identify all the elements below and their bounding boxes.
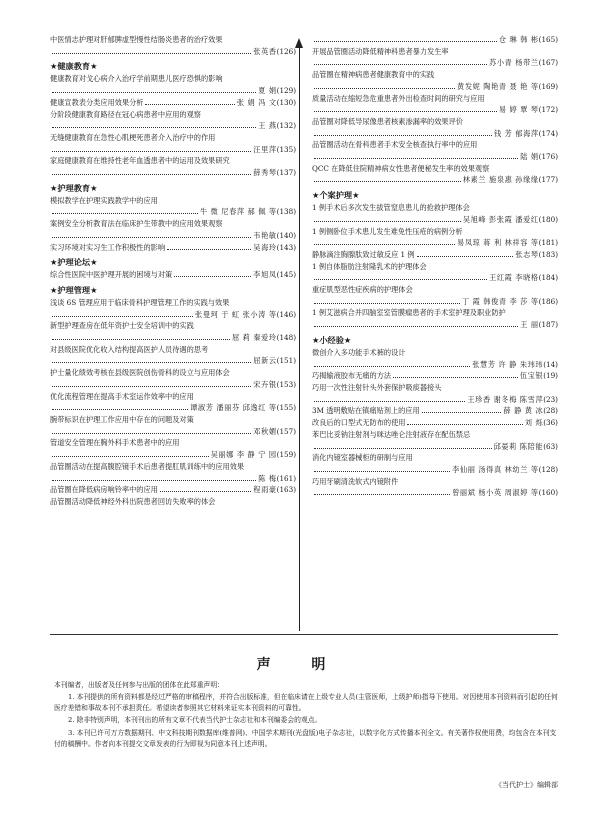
entry-authors: 张慧芳 许 静 朱玮玮: [472, 359, 544, 369]
dot-leader: [52, 409, 188, 410]
dot-leader: [314, 366, 470, 367]
entry-title: 质量活动在缩短急危重患者外出检查时间的研究与应用: [312, 93, 485, 103]
toc-entry-line: [50, 242, 296, 254]
dot-leader: [314, 494, 450, 495]
dot-leader: [52, 386, 251, 387]
entry-title: 实习环境对实习生工作积极性的影响: [50, 242, 166, 252]
entry-authors: 张英香: [253, 46, 277, 56]
toc-entry-line: [50, 206, 296, 218]
dot-leader: [52, 92, 256, 93]
entry-page: (183): [538, 249, 558, 259]
toc-entry: [50, 155, 296, 178]
entry-title: 1 例侧卧位手术患儿发生难免性压疮的病例分析: [312, 226, 463, 236]
toc-entry: [50, 218, 296, 241]
entry-authors: 黄发妮 陶艳青 聂 艳 等: [457, 81, 539, 91]
entry-page: (145): [276, 270, 296, 280]
entry-authors: 林素兰 施泉惠 孙缘缘: [462, 175, 539, 185]
toc-entry-line: [50, 85, 296, 97]
dot-leader: [314, 221, 461, 222]
toc-entry: [50, 437, 296, 460]
entry-page: (176): [538, 152, 558, 162]
dot-leader: [160, 491, 251, 492]
dot-leader: [314, 279, 487, 280]
entry-title: 品管圈活动在提高腹腔镜手术后患者提肛肌训练中的应用效果: [50, 461, 245, 471]
entry-authors: 李旭凤: [253, 270, 277, 280]
entry-authors: 吴海玲: [253, 242, 277, 252]
toc-entry-line: [50, 230, 296, 242]
declaration-item-3: 3. 本刊已许可万方数据期刊、中文科技期刊数据库(维普网)、中国学术期刊(光盘版)电子杂志社，以数字化方式传播本刊全文。有关著作权使用费，均包含在本刊支付的稿酬中。作者向本刊提交文章发表的行为即视为同意本刊上述声明。: [54, 729, 557, 748]
entry-title: 开展品管圈活动降低精神科患者暴力发生率: [312, 46, 449, 56]
dot-leader: [145, 104, 234, 105]
entry-page: (157): [276, 426, 296, 436]
dot-leader: [52, 174, 251, 175]
entry-title: 新型护理查房在低年资护士安全培训中的实践: [50, 321, 194, 331]
dot-leader: [314, 326, 518, 327]
entry-page: (177): [538, 175, 558, 185]
entry-authors: 屈新云: [253, 356, 277, 366]
entry-page: (36): [543, 418, 558, 428]
section-rule: [50, 634, 558, 635]
dot-leader: [393, 377, 518, 378]
entry-page: (167): [538, 58, 558, 68]
dot-leader: [52, 456, 209, 457]
toc-entry: [50, 414, 296, 437]
dot-leader: [52, 213, 198, 214]
toc-entry-line: [50, 332, 296, 344]
entry-title: 改良后的口型式无防布的使用: [312, 418, 406, 428]
entry-authors: 伍宝银: [519, 371, 544, 381]
entry-title: 综合性医院中医护理开展的困境与对策: [50, 270, 173, 280]
toc-entry-line: [312, 81, 558, 93]
toc-entry-line: [50, 379, 296, 391]
entry-page: (138): [276, 207, 296, 217]
dot-leader: [52, 316, 193, 317]
entry-title: 3M 透明敷贴在镇痛贴剂上的应用: [312, 406, 420, 416]
toc-entry: [50, 242, 296, 254]
entry-page: (151): [276, 356, 296, 366]
entry-title: 中医情志护理对肝郁脾虚型慢性结肠炎患者的治疗效果: [50, 35, 223, 44]
entry-authors: 韦艳敏: [253, 230, 277, 240]
entry-page: (137): [276, 168, 296, 178]
entry-authors: 刘 烁: [524, 418, 544, 428]
entry-page: (184): [538, 273, 558, 283]
entry-page: (174): [538, 128, 558, 138]
entry-authors: 牛 微 尼春萍 郝 佩 等: [199, 207, 277, 217]
dot-leader: [314, 181, 461, 182]
toc-entry: [312, 249, 558, 261]
entry-title: 品管圈在精神病患者健康教育中的实践: [312, 70, 435, 80]
entry-authors: 薛秀琴: [253, 168, 277, 178]
toc-entry: [312, 382, 558, 405]
toc-entry-line: [50, 449, 296, 461]
toc-entry: [312, 226, 558, 249]
toc-entry: [50, 97, 296, 109]
dot-leader: [52, 151, 251, 152]
entry-authors: 张志琴: [515, 249, 539, 259]
toc-entry: [312, 405, 558, 417]
entry-authors: 屈 莉 秦爱玲: [231, 333, 277, 343]
toc-entry-line: [50, 269, 296, 281]
toc-entry: [312, 347, 558, 370]
toc-entry: [312, 429, 558, 452]
entry-authors: 吴旭峰 彭张霞 潘爱红: [462, 214, 539, 224]
entry-title: 1 例自体脂肪注射隆乳术的护理体会: [312, 261, 427, 271]
entry-title: 浅谈 6S 管理应用于临床骨科护理管理工作的实践与效果: [50, 297, 230, 307]
toc-entry-line: [312, 319, 558, 331]
entry-title: 对县级医院优化收入结构提高医护人员待遇的思考: [50, 344, 209, 354]
toc-entry-line: [50, 484, 296, 496]
entry-page: (153): [276, 379, 296, 389]
dot-leader: [314, 303, 460, 304]
section-heading: ★健康教育★: [50, 61, 98, 72]
entry-page: (129): [276, 86, 296, 96]
toc-right-column: [312, 34, 558, 499]
toc-entry: [50, 484, 296, 496]
entry-page: (14): [543, 359, 558, 369]
entry-authors: 王 丽: [520, 320, 539, 330]
entry-authors: 邓秋媚: [253, 426, 277, 436]
entry-authors: 邱晏莉 陈陪能: [493, 441, 544, 451]
toc-entry: [312, 307, 558, 330]
entry-title: QCC 在降低住院精神病女性患者便秘发生率的效果观察: [312, 163, 490, 173]
entry-title: 健康教育对戈心病介入治疗学前期患儿医疗恐惧的影响: [50, 74, 223, 84]
entry-page: (163): [276, 485, 296, 495]
entry-page: (140): [276, 230, 296, 240]
up-arrow-icon: [295, 38, 303, 48]
toc-entry: [312, 476, 558, 499]
entry-title: 1 例艾滋病合并四脑室室管膜瘤患者的手术室护理及职业防护: [312, 308, 506, 318]
entry-page: (161): [276, 473, 296, 483]
entry-title: 微创介入多功能手术裤的设计: [312, 347, 406, 357]
toc-entry-line: [312, 272, 558, 284]
toc-entry-line: [50, 426, 296, 438]
toc-entry: [50, 34, 296, 57]
entry-page: (186): [538, 296, 558, 306]
dot-leader: [314, 135, 492, 136]
dot-leader: [52, 433, 251, 434]
entry-authors: 易 婷 覃 琴: [498, 105, 539, 115]
toc-entry-line: [50, 309, 296, 321]
entry-page: (181): [538, 238, 558, 248]
entry-title: 巧用牙刷清洗软式内镜附件: [312, 476, 399, 486]
entry-authors: 钱 芳 郁海萍: [493, 128, 539, 138]
entry-authors: 陈 梅: [258, 473, 277, 483]
toc-entry: [50, 132, 296, 155]
entry-authors: 丁 霞 韩俊青 李 莎 等: [461, 296, 539, 306]
entry-authors: 仓 琳 韩 彬: [498, 35, 539, 44]
entry-authors: 汪里萍: [253, 144, 277, 154]
entry-title: 巧用一次性注射针头外套保护吸痰器接头: [312, 382, 442, 392]
toc-entry-line: [312, 296, 558, 308]
entry-authors: 薛 静 黄 冰: [503, 406, 544, 416]
toc-entry: [50, 496, 296, 508]
dot-leader: [314, 401, 465, 402]
toc-entry-line: [312, 128, 558, 140]
entry-page: (169): [538, 81, 558, 91]
toc-entry: [50, 391, 296, 414]
entry-title: 消化内镜室器械柜的研制与应用: [312, 453, 413, 463]
dot-leader: [52, 480, 256, 481]
toc-entry-line: [312, 214, 558, 226]
declaration-title: 声 明: [256, 657, 344, 673]
entry-title: 模拟教学在护理实践教学中的应用: [50, 195, 158, 205]
entry-page: (165): [538, 35, 558, 44]
entry-page: (146): [276, 309, 296, 319]
toc-entry: [50, 320, 296, 343]
dot-leader: [314, 64, 487, 65]
toc-entry: [312, 452, 558, 475]
dot-leader: [314, 448, 492, 449]
entry-page: (128): [538, 464, 558, 474]
toc-entry-line: [312, 104, 558, 116]
entry-title: 优化流程管理在提高手术室运作效率中的应用: [50, 391, 194, 401]
toc-entry: [50, 269, 296, 281]
toc-entry-line: [312, 34, 558, 46]
toc-entry: [312, 93, 558, 116]
dot-leader: [314, 111, 497, 112]
dot-leader: [407, 424, 522, 425]
toc-entry-line: [50, 355, 296, 367]
toc-entry-line: [312, 441, 558, 453]
toc-entry: [312, 69, 558, 92]
entry-authors: 王 燕: [258, 121, 277, 131]
entry-title: 1 例手术后多次发生拔管窒息患儿的抢救护理体会: [312, 203, 470, 213]
section-heading: ★护理管理★: [50, 284, 98, 295]
entry-page: (19): [543, 371, 558, 381]
entry-title: 护士量化绩效考核在县级医院创伤骨科的设立与应用体会: [50, 368, 230, 378]
toc-entry-line: [312, 151, 558, 163]
entry-authors: 程雨豪: [253, 485, 277, 495]
entry-authors: 王红霞 李晓格: [489, 273, 539, 283]
entry-page: (155): [276, 403, 296, 413]
toc-left-column: [50, 34, 296, 508]
toc-entry: [50, 73, 296, 96]
entry-title: 苯巴比妥钠注射剂与咪达唑仑注射液存在配伍禁忌: [312, 429, 471, 439]
entry-title: 品管圈在降低病房响铃率中的应用: [50, 485, 158, 495]
entry-title: 家庭健康教育在维持性老年血透患者中的运用及效果研究: [50, 156, 230, 166]
toc-entry-line: [312, 487, 558, 499]
entry-authors: 夏 娟: [258, 86, 277, 96]
dot-leader: [174, 276, 251, 277]
entry-title: 无缝健康教育在急性心肌梗死患者介入治疗中的作用: [50, 132, 216, 142]
entry-page: (126): [276, 46, 296, 56]
entry-authors: 王珍香 谢冬梅 陈雪萍: [467, 394, 544, 404]
toc-entry-line: [312, 370, 558, 382]
entry-authors: 苏小青 杨带兰: [489, 58, 539, 68]
dot-leader: [52, 237, 251, 238]
toc-entry-line: [50, 144, 296, 156]
toc-entry-line: [312, 394, 558, 406]
entry-page: (135): [276, 144, 296, 154]
dot-leader: [314, 88, 455, 89]
toc-entry: [312, 417, 558, 429]
toc-entry-line: [312, 237, 558, 249]
toc-entry: [50, 344, 296, 367]
entry-title: 品管圈活动在骨科患者手术安全核查执行率中的应用: [312, 140, 478, 150]
declaration-item-2: 2. 除非特别声明，本刊刊出的所有文章不代表当代护士杂志社和本刊编委会的观点。: [68, 716, 322, 724]
toc-entry: [312, 46, 558, 69]
toc-entry: [50, 461, 296, 484]
dot-leader: [314, 244, 455, 245]
entry-page: (132): [276, 121, 296, 131]
toc-entry-line: [50, 167, 296, 179]
entry-authors: 李仙丽 汤得真 林幼兰 等: [452, 464, 539, 474]
declaration-intro: 本刊编者，出版者及任何参与出版的团体在此郑重声明：: [54, 681, 224, 689]
dot-leader: [417, 256, 514, 257]
toc-entry-line: [312, 405, 558, 417]
entry-page: (180): [538, 214, 558, 224]
entry-title: 静脉滴注胸腺肽致过敏反应 1 例: [312, 249, 415, 259]
toc-entry: [312, 284, 558, 307]
toc-entry: [50, 109, 296, 132]
entry-authors: 张曼珂 于 虹 张小涛 等: [195, 309, 277, 319]
toc-entry-line: [312, 464, 558, 476]
entry-authors: 易凤琼 蒋 利 林祥容 等: [457, 238, 539, 248]
dot-leader: [52, 127, 256, 128]
toc-entry: [312, 34, 558, 46]
entry-title: 案例安全分析教育法在临床护生带教中的应用效果观察: [50, 219, 223, 229]
toc-entry-line: [50, 97, 296, 109]
toc-entry-line: [50, 46, 296, 58]
toc-entry-line: [312, 417, 558, 429]
entry-page: (187): [538, 320, 558, 330]
entry-authors: 陆 娟: [520, 152, 539, 162]
toc-entry: [312, 261, 558, 284]
dot-leader: [167, 249, 251, 250]
toc-entry: [50, 195, 296, 218]
toc-entry: [312, 116, 558, 139]
toc-entry-line: [312, 174, 558, 186]
entry-page: (130): [276, 97, 296, 107]
entry-page: (148): [276, 333, 296, 343]
toc-entry-line: [50, 120, 296, 132]
toc-entry: [312, 163, 558, 186]
entry-authors: 吴丽娜 李 静 宁 园: [210, 450, 277, 460]
entry-title: 管道安全管理在胸外科手术患者中的应用: [50, 438, 180, 448]
dot-leader: [52, 362, 251, 363]
toc-entry: [312, 139, 558, 162]
section-heading: ★个案护理★: [312, 190, 360, 201]
entry-page: (159): [276, 450, 296, 460]
entry-page: (172): [538, 105, 558, 115]
dot-leader: [422, 412, 502, 413]
dot-leader: [52, 53, 251, 54]
section-heading: ★小经验★: [312, 334, 352, 345]
dot-leader: [314, 158, 518, 159]
entry-title: 分阶段健康教育路径在冠心病患者中应用的观察: [50, 109, 201, 119]
toc-entry-line: [312, 57, 558, 69]
toc-entry: [50, 297, 296, 320]
entry-title: 巧揭输液胶布无痛的方法: [312, 371, 392, 381]
declaration-signature: 《当代护士》编辑部: [495, 781, 558, 789]
entry-authors: 宋卉银: [253, 379, 277, 389]
toc-entry-line: [50, 473, 296, 485]
entry-title: 健康宣教表分类应用效果分析: [50, 97, 144, 107]
dot-leader: [52, 339, 230, 340]
entry-title: 腕带标识在护理工作应用中存在的问题及对策: [50, 414, 194, 424]
toc-entry: [312, 370, 558, 382]
toc-entry: [312, 202, 558, 225]
entry-page: (28): [543, 406, 558, 416]
section-heading: ★护理论坛★: [50, 257, 98, 268]
section-heading: ★护理教育★: [50, 182, 98, 193]
entry-page: (63): [543, 441, 558, 451]
entry-authors: 张 娟 冯 文: [236, 97, 277, 107]
toc-entry-line: [312, 359, 558, 371]
entry-title: 品管圈活动降低神经外科出院患者回访失败率的体会: [50, 496, 216, 506]
entry-page: (143): [276, 242, 296, 252]
entry-authors: 曾丽斌 杨小英 周淑婷 等: [452, 488, 539, 498]
toc-entry: [50, 367, 296, 390]
entry-title: 品管圈对降低导尿像患者核素渗漏率的效果评价: [312, 116, 463, 126]
entry-authors: 谭淑芳 潘丽芬 邱逸红 等: [190, 403, 277, 413]
toc-entry-line: [50, 402, 296, 414]
dot-leader: [314, 471, 450, 472]
toc-entry-line: [312, 249, 558, 261]
entry-title: 重症肌型恶性症疾病的护理体会: [312, 285, 413, 295]
declaration-item-1: 1. 本刊提供的所有资料都是经过严格的审稿程序，并符合出版标准，但在临床请在上级专业人员(主管医师，上级护师)指导下使用。对因使用本刊资料而引起的任何医疗差错和事故本刊不承担责任。希望读者参照其它材料来证实本刊资料的可靠性。: [54, 693, 558, 712]
entry-page: (23): [543, 394, 558, 404]
column-divider: [299, 48, 300, 631]
entry-page: (160): [538, 488, 558, 498]
dot-leader: [314, 41, 497, 42]
